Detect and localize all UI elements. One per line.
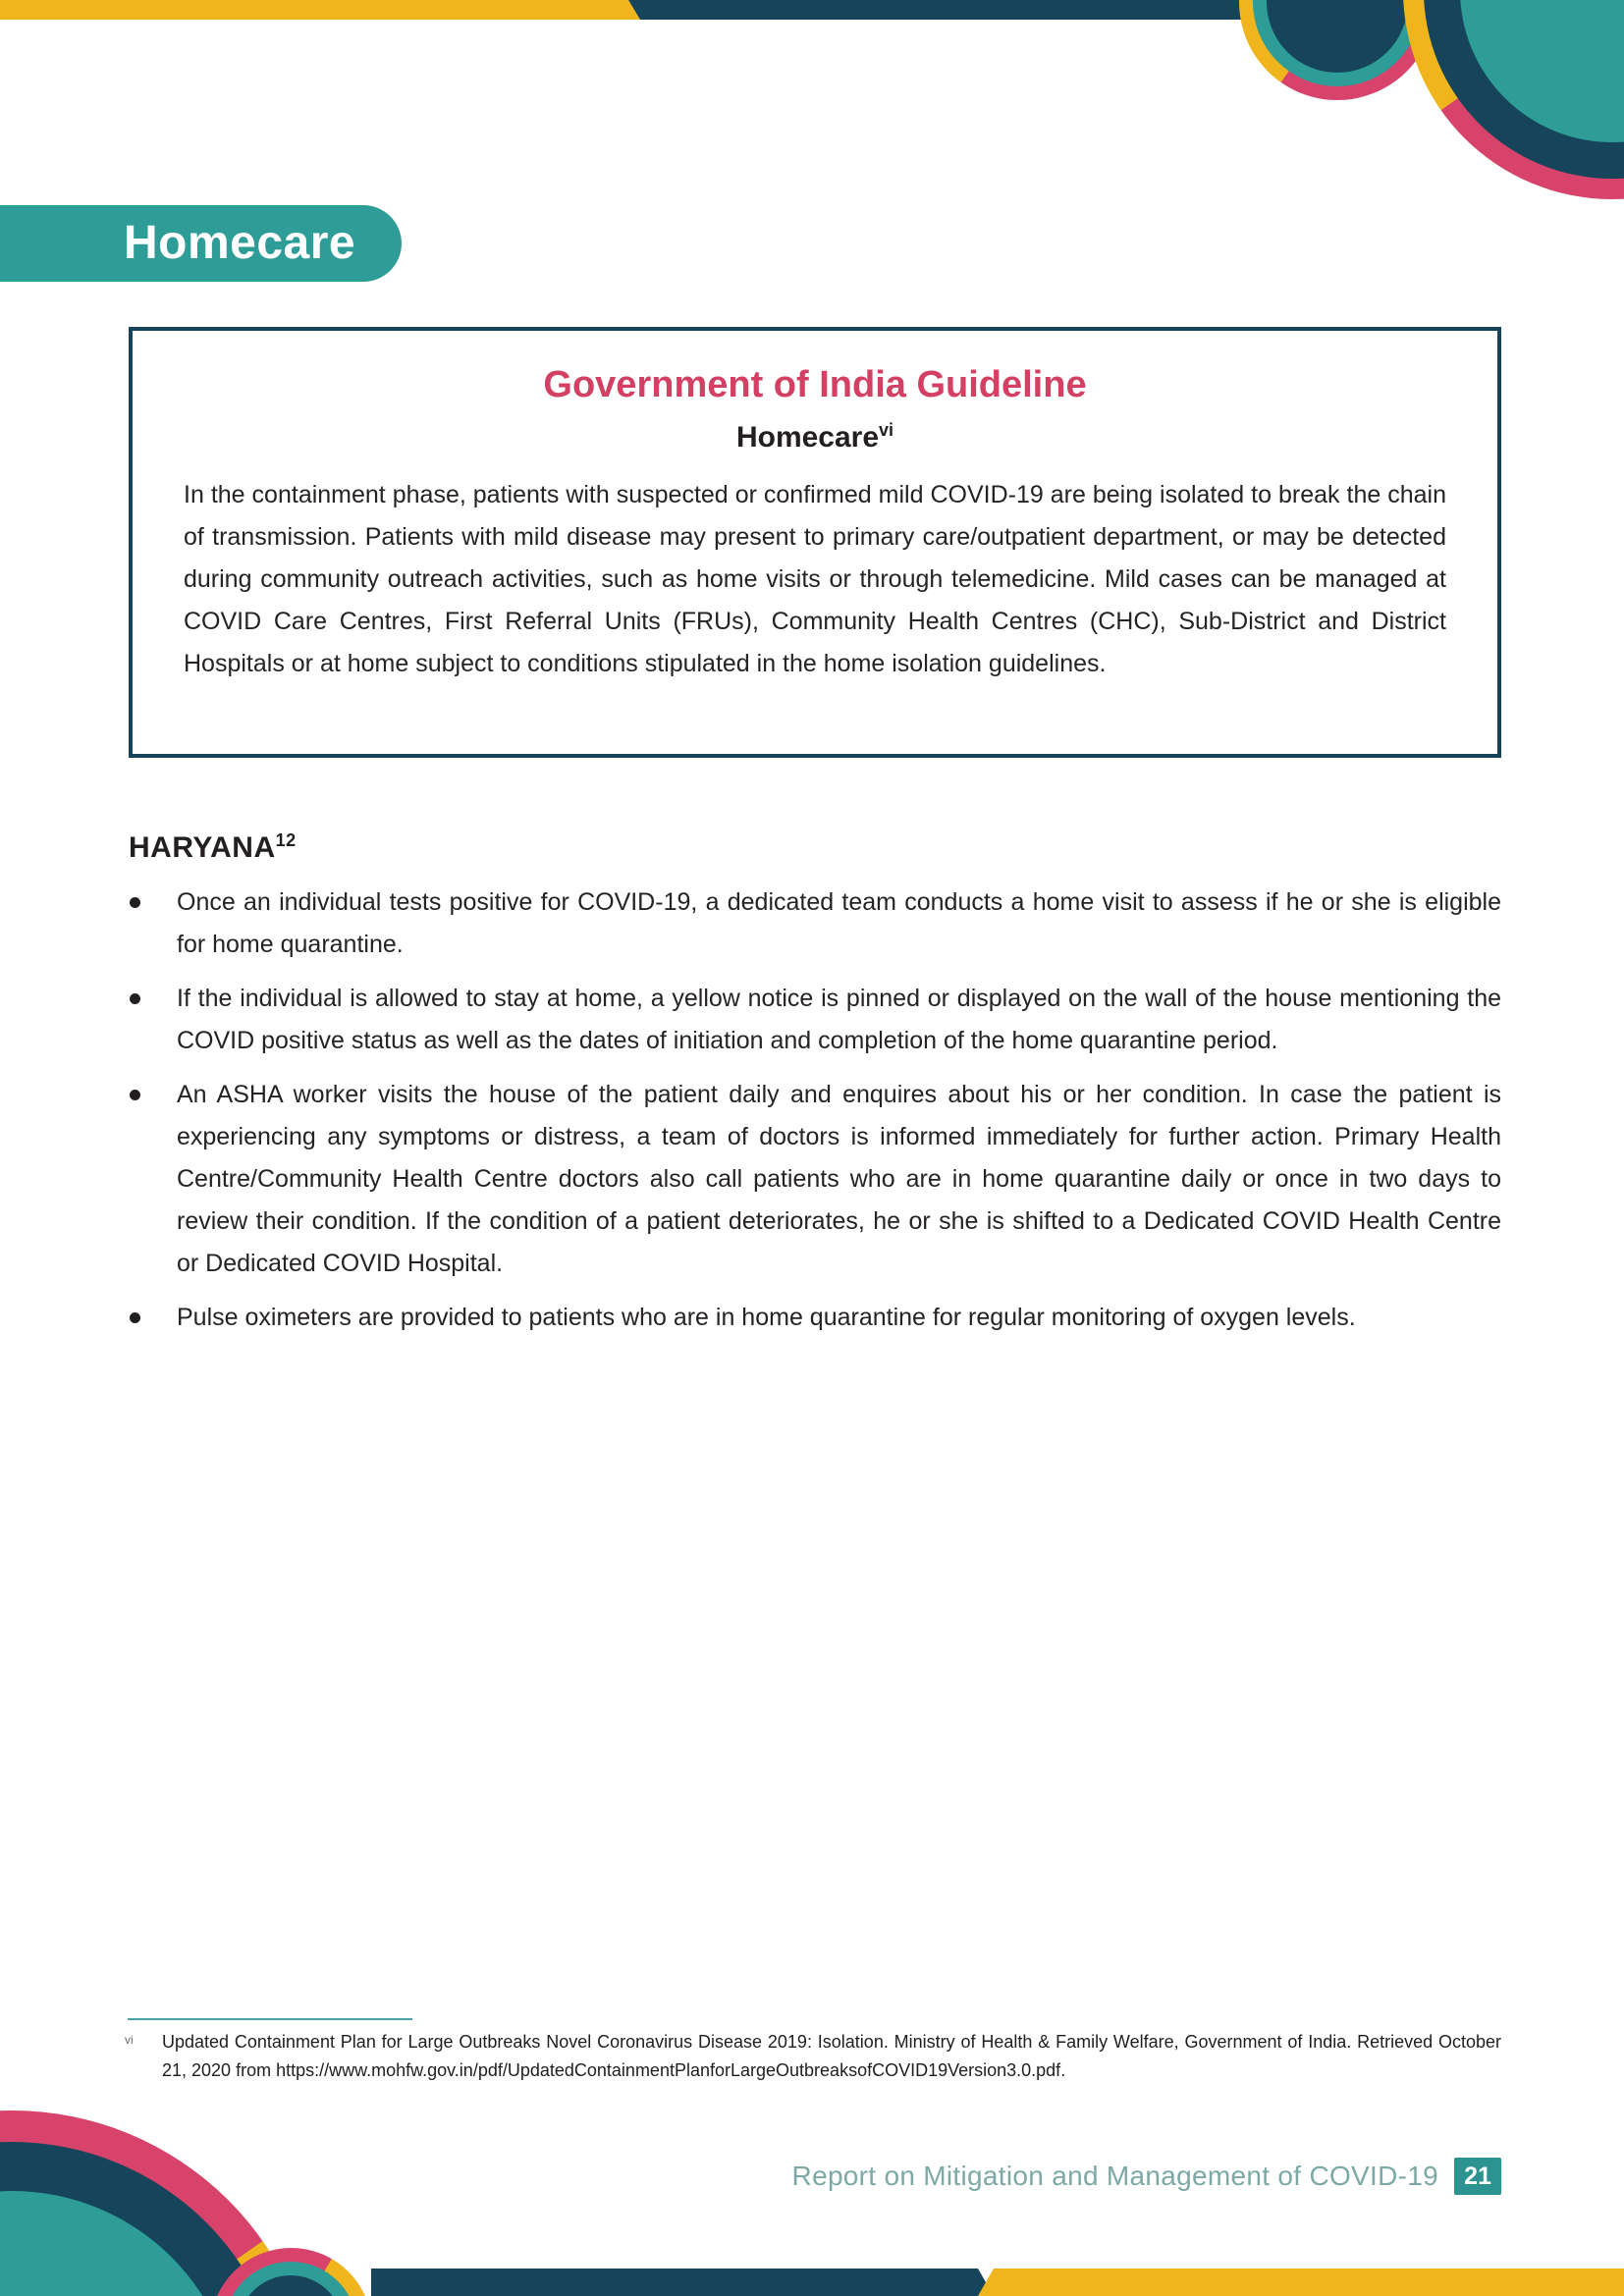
bullet-item	[129, 1297, 1501, 1339]
bullet-dot	[130, 993, 140, 1004]
bottom-band-navy-shape	[371, 2269, 994, 2296]
guideline-box	[129, 327, 1501, 758]
page-footer	[792, 2156, 1501, 2197]
bullet-item	[129, 978, 1501, 1062]
top-band-navy-shape	[628, 0, 1267, 20]
page-number-badge: 21	[1454, 2158, 1501, 2195]
bottom-band-yellow-shape	[978, 2269, 1624, 2296]
guideline-box-subtitle	[133, 420, 1497, 454]
footnote-marker: vi	[125, 2033, 134, 2047]
bullet-dot	[130, 1090, 140, 1100]
footnote-text: Updated Containment Plan for Large Outbreaks Novel Coronavirus Disease 2019: Isolation. Ministry of Health & Family Welfare, Government of India. Retrieved October 21, 2020 from https://www.mohfw.gov.in/pdf/UpdatedContainmentPlanforLargeOutbreaksofCOVID19Version3.0.pdf.	[162, 2032, 1501, 2080]
footnote	[125, 2028, 1501, 2085]
guideline-box-subtitle-text: Homecare	[735, 421, 880, 454]
bullet-item	[129, 1074, 1501, 1285]
section-tab-label: Homecare	[124, 217, 356, 269]
state-heading	[129, 830, 297, 865]
guideline-box-title: Government of India Guideline	[543, 364, 1087, 405]
bullet-text: If the individual is allowed to stay at home, a yellow notice is pinned or displayed on the wall of the house mentioning the COVID positive status as well as the dates of initiation and completion of the home quarantine period.	[177, 985, 1501, 1054]
state-heading-text: HARYANA	[129, 831, 276, 864]
bullet-dot	[130, 897, 140, 908]
footnote-divider-line	[128, 2018, 412, 2020]
bullet-dot	[130, 1312, 140, 1323]
section-tab-homecare	[0, 205, 402, 282]
bullet-item	[129, 881, 1501, 966]
bullet-text: Pulse oximeters are provided to patients who are in home quarantine for regular monitoring of oxygen levels.	[177, 1304, 1356, 1331]
top-band-yellow-shape	[0, 0, 640, 20]
state-bullet-list	[129, 881, 1501, 1351]
guideline-box-body-paragraph: In the containment phase, patients with suspected or confirmed mild COVID-19 are being isolated to break the chain of transmission. Patients with mild disease may present to primary care/outpatient department, or may be detected during community outreach activities, such as home visits or through telemedicine. Mild cases can be managed at COVID Care Centres, First Referral Units (FRUs), Community Health Centres (CHC), Sub-District and District Hospitals or at home subject to conditions stipulated in the home isolation guidelines.	[184, 481, 1446, 677]
guideline-box-subtitle-superscript: vi	[879, 420, 894, 440]
footer-report-title: Report on Mitigation and Management of COVID-19	[791, 2161, 1438, 2191]
bullet-text: Once an individual tests positive for COVID-19, a dedicated team conducts a home visit to assess if he or she is eligible for home quarantine.	[177, 888, 1501, 958]
state-heading-superscript: 12	[275, 830, 297, 850]
bullet-text: An ASHA worker visits the house of the patient daily and enquires about his or her condition. In case the patient is experiencing any symptoms or distress, a team of doctors is informed immediately for further action. Primary Health Centre/Community Health Centre doctors also call patients who are in home quarantine daily or once in two days to review their condition. If the condition of a patient deteriorates, he or she is shifted to a Dedicated COVID Health Centre or Dedicated COVID Hospital.	[177, 1081, 1501, 1277]
